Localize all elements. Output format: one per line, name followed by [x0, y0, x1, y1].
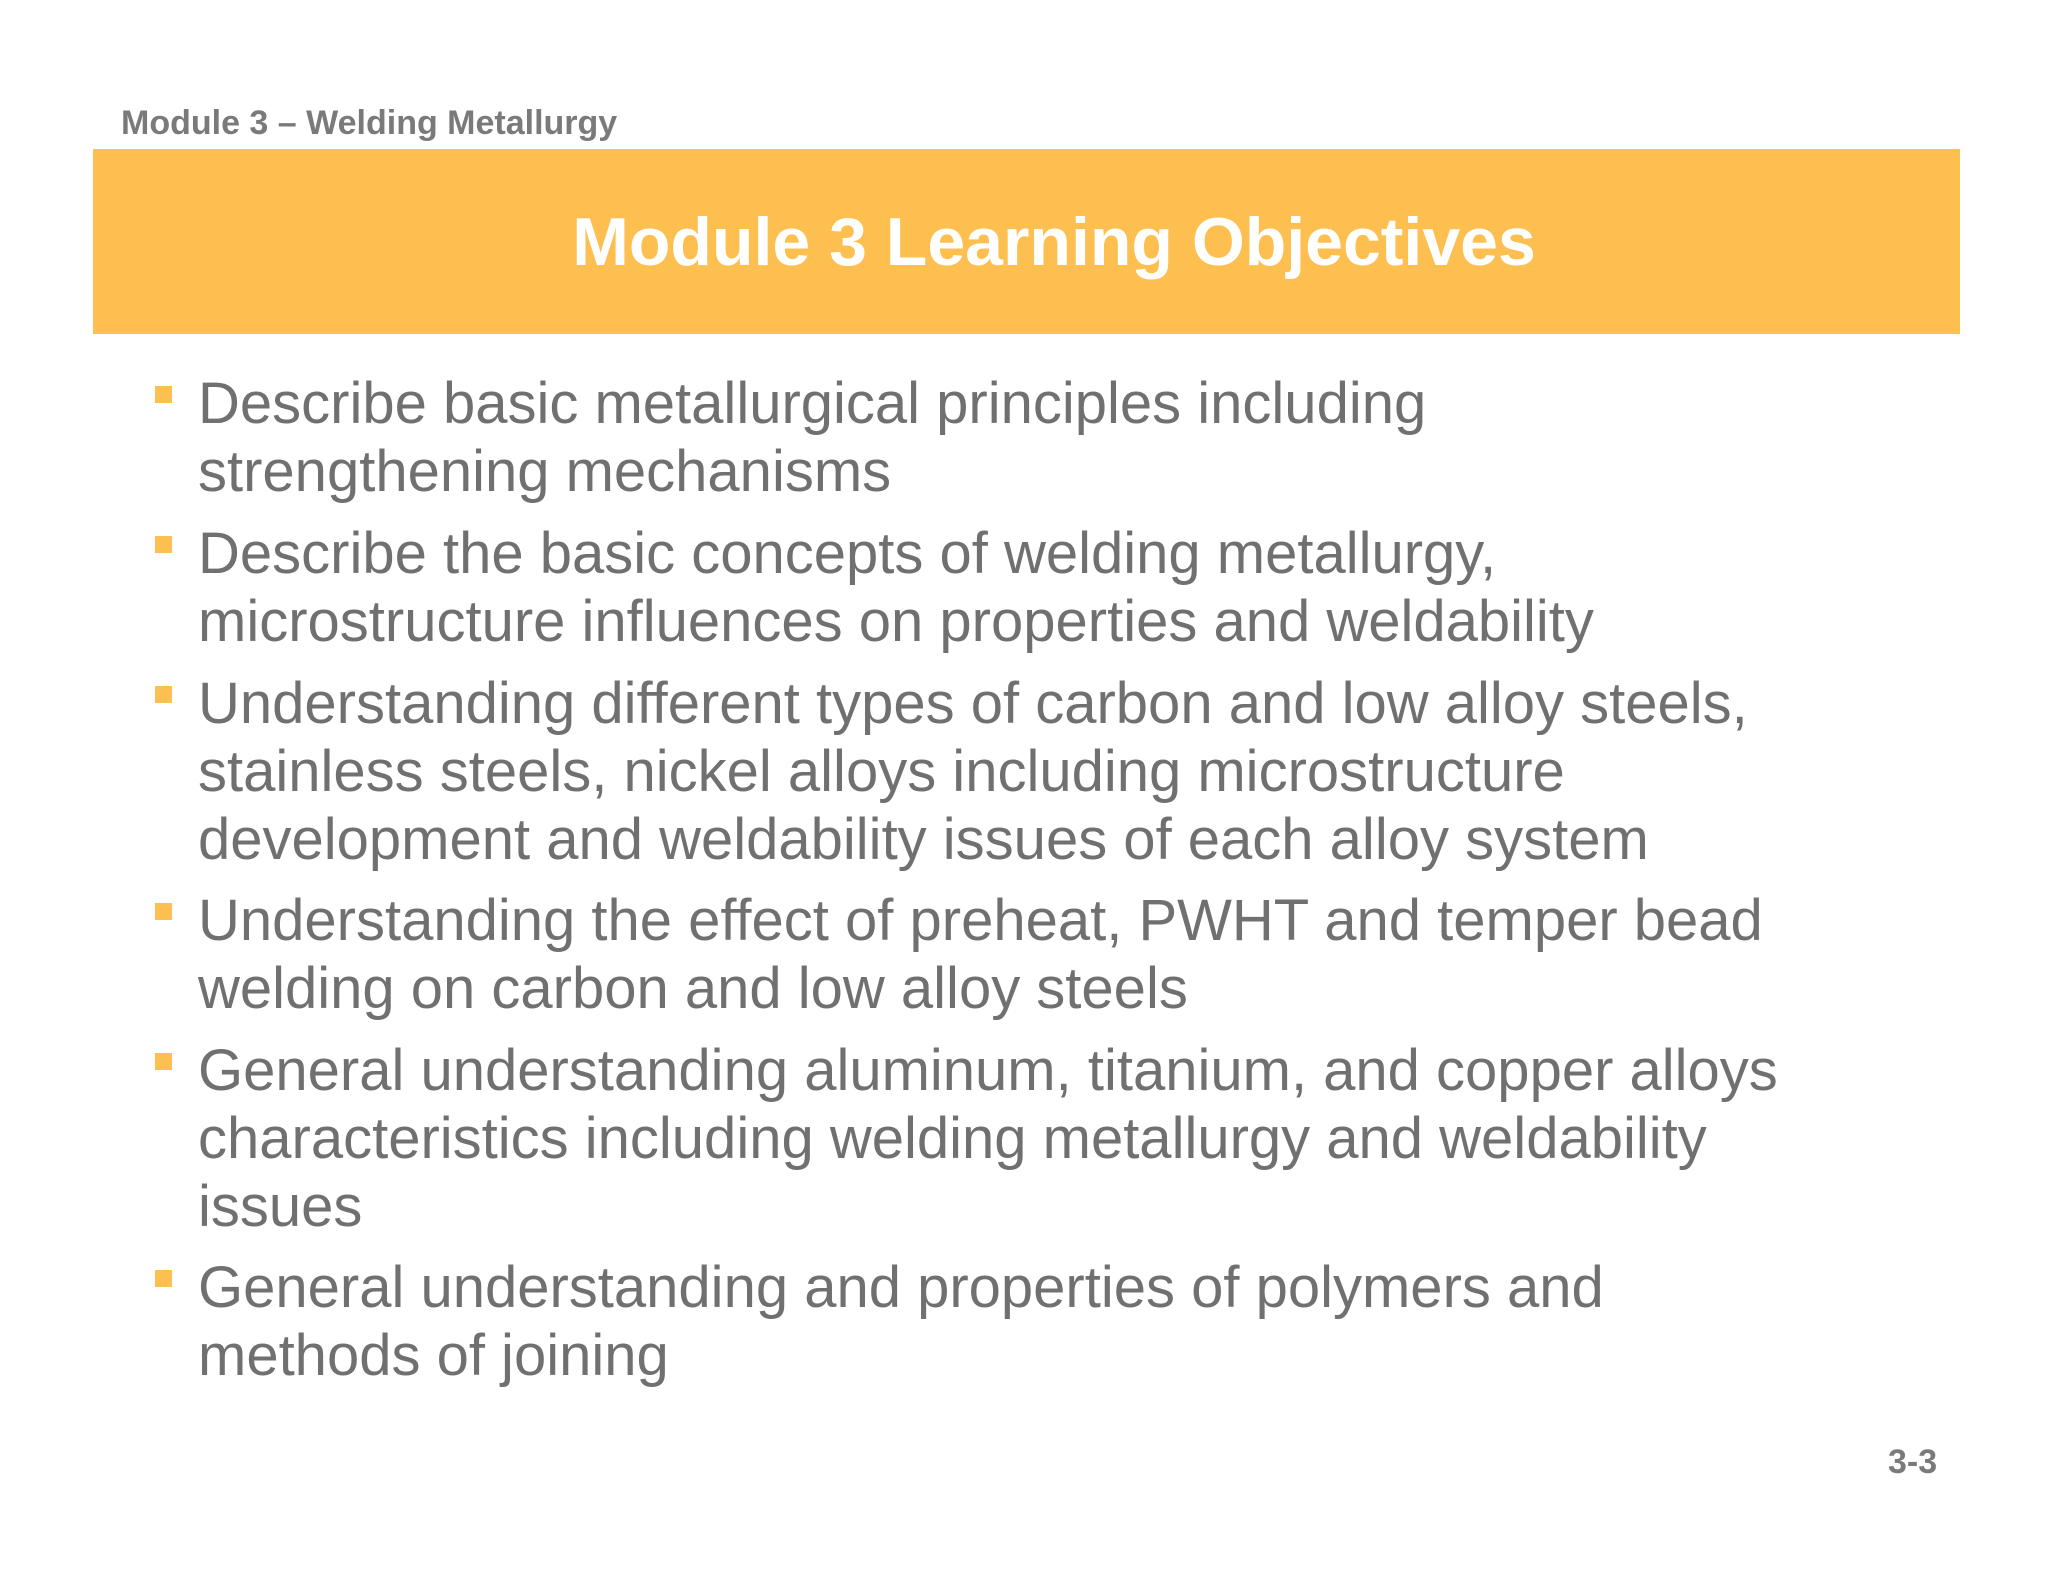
objective-text: Understanding the effect of preheat, PWHT and temper bead welding on carbon and low alloy steels — [198, 888, 1763, 1021]
module-label: Module 3 – Welding Metallurgy — [121, 104, 618, 142]
objective-text: Describe basic metallurgical principles including strengthening mechanisms — [198, 371, 1427, 504]
objective-text: General understanding aluminum, titanium, and copper alloys characteristics including welding metallurgy and weldability issues — [198, 1038, 1778, 1239]
title-banner — [93, 149, 1960, 334]
square-bullet-icon — [155, 386, 172, 403]
slide-title: Module 3 Learning Objectives — [572, 203, 1536, 280]
page-number: 3-3 — [1888, 1443, 1938, 1481]
objective-text: Describe the basic concepts of welding metallurgy, microstructure influences on properties and weldability — [198, 521, 1594, 654]
square-bullet-icon — [155, 1053, 172, 1070]
square-bullet-icon — [155, 903, 172, 920]
objective-text: Understanding different types of carbon and low alloy steels, stainless steels, nickel alloys including microstructure development and weldability issues of each alloy system — [198, 671, 1748, 872]
square-bullet-icon — [155, 536, 172, 553]
square-bullet-icon — [155, 686, 172, 703]
objective-text: General understanding and properties of polymers and methods of joining — [198, 1255, 1604, 1388]
square-bullet-icon — [155, 1270, 172, 1287]
